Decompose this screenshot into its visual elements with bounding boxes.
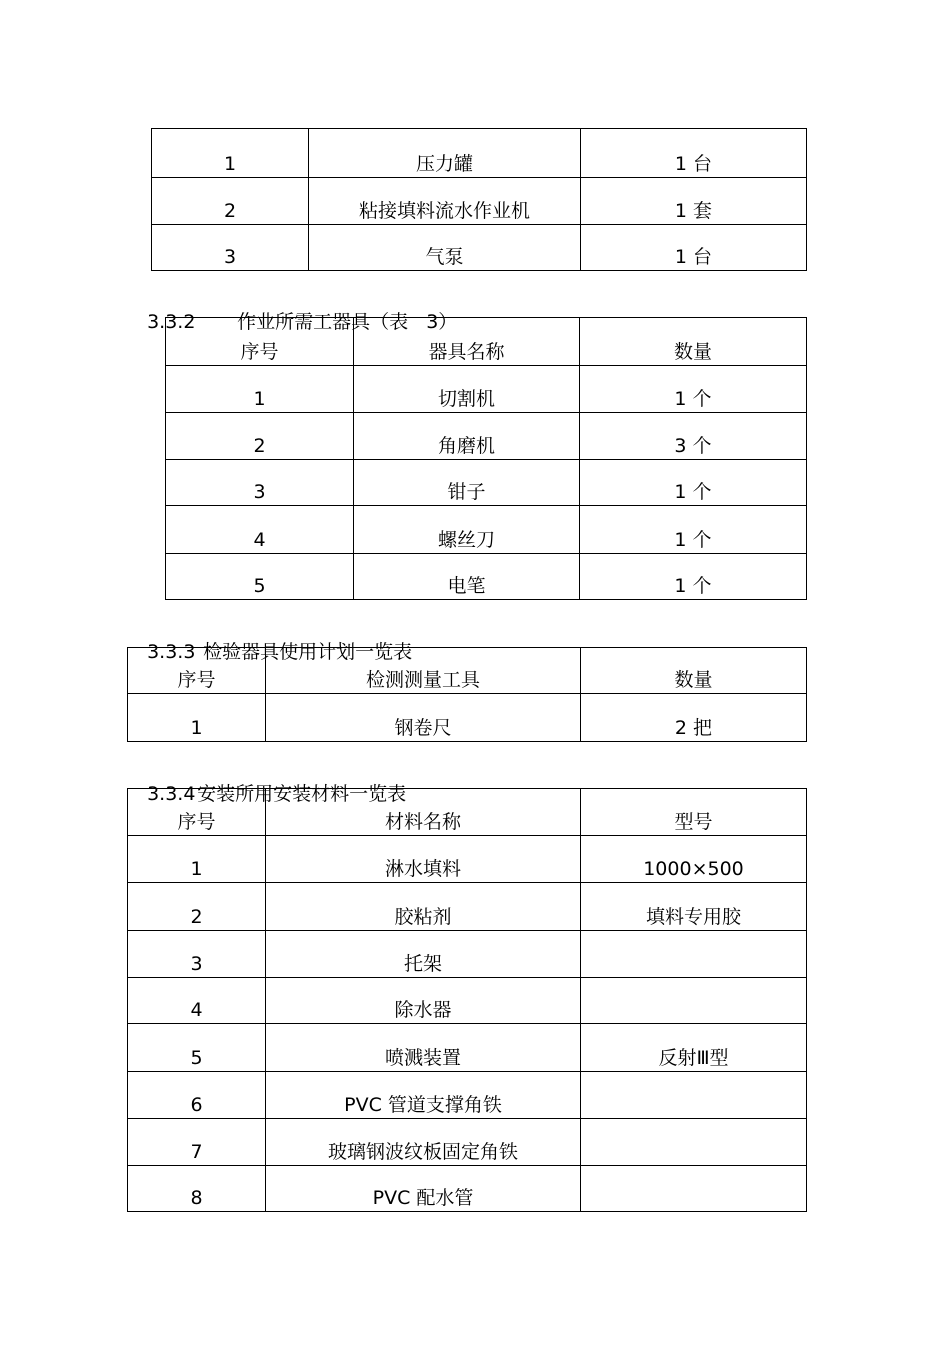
table-row xyxy=(166,506,807,554)
cell-quantity: 2 把 xyxy=(581,694,807,742)
header-quantity: 数量 xyxy=(581,648,807,694)
equipment-table-continued xyxy=(151,128,807,271)
table-row xyxy=(128,1119,807,1166)
inspection-tools-table xyxy=(127,647,807,742)
table-row xyxy=(152,178,807,225)
cell-index: 4 xyxy=(166,506,354,554)
table-row xyxy=(128,1072,807,1119)
tools-table xyxy=(165,317,807,600)
cell-name: 电笔 xyxy=(354,554,580,600)
cell-name: 切割机 xyxy=(354,366,580,413)
section-title: 检验器具使用计划一览表 xyxy=(203,641,413,663)
cell-name: 除水器 xyxy=(266,978,581,1024)
section-title: 安装所用安装材料一览表 xyxy=(197,783,407,805)
cell-index: 4 xyxy=(128,978,266,1024)
cell-name: 粘接填料流水作业机 xyxy=(309,178,581,225)
cell-name: PVC 配水管 xyxy=(266,1166,581,1212)
header-index: 序号 xyxy=(128,789,266,836)
installation-materials-table xyxy=(127,788,807,1212)
cell-name: 螺丝刀 xyxy=(354,506,580,554)
table-header-row xyxy=(128,648,807,694)
table-header-row xyxy=(128,789,807,836)
cell-name: 玻璃钢波纹板固定角铁 xyxy=(266,1119,581,1166)
cell-model: 1000×500 xyxy=(581,836,807,883)
table-row xyxy=(128,836,807,883)
cell-quantity: 3 个 xyxy=(580,413,807,460)
table-row xyxy=(128,694,807,742)
cell-index: 1 xyxy=(152,129,309,178)
cell-model: 反射Ⅲ型 xyxy=(581,1024,807,1072)
section-title: 作业所需工器具（表 3） xyxy=(237,311,458,333)
table-row xyxy=(128,883,807,931)
cell-index: 1 xyxy=(128,836,266,883)
table-row xyxy=(152,129,807,178)
table-row xyxy=(152,225,807,271)
cell-name: 压力罐 xyxy=(309,129,581,178)
cell-quantity: 1 台 xyxy=(581,225,807,271)
cell-index: 3 xyxy=(166,460,354,506)
cell-model xyxy=(581,1072,807,1119)
header-tool-name: 器具名称 xyxy=(354,318,580,366)
table-row xyxy=(166,460,807,506)
cell-quantity: 1 个 xyxy=(580,460,807,506)
cell-index: 6 xyxy=(128,1072,266,1119)
header-index: 序号 xyxy=(166,318,354,366)
cell-index: 8 xyxy=(128,1166,266,1212)
header-index: 序号 xyxy=(128,648,266,694)
section-number: 3.3.3 xyxy=(147,641,196,663)
cell-model xyxy=(581,931,807,978)
table-row xyxy=(128,931,807,978)
section-number: 3.3.2 xyxy=(147,311,196,333)
cell-name: 钢卷尺 xyxy=(266,694,581,742)
cell-index: 7 xyxy=(128,1119,266,1166)
cell-index: 2 xyxy=(152,178,309,225)
section-number: 3.3.4 xyxy=(147,783,196,805)
table-row xyxy=(166,413,807,460)
cell-quantity: 1 台 xyxy=(581,129,807,178)
table-row xyxy=(128,1024,807,1072)
header-quantity: 数量 xyxy=(580,318,807,366)
cell-index: 2 xyxy=(128,883,266,931)
header-tool-name: 检测测量工具 xyxy=(266,648,581,694)
cell-index: 2 xyxy=(166,413,354,460)
cell-index: 1 xyxy=(166,366,354,413)
table-row xyxy=(128,978,807,1024)
cell-index: 5 xyxy=(128,1024,266,1072)
cell-name: PVC 管道支撑角铁 xyxy=(266,1072,581,1119)
header-material-name: 材料名称 xyxy=(266,789,581,836)
cell-quantity: 1 个 xyxy=(580,506,807,554)
cell-name: 淋水填料 xyxy=(266,836,581,883)
table-header-row xyxy=(166,318,807,366)
cell-index: 3 xyxy=(128,931,266,978)
cell-index: 1 xyxy=(128,694,266,742)
table-row xyxy=(166,554,807,600)
table-row xyxy=(128,1166,807,1212)
cell-model xyxy=(581,1119,807,1166)
cell-quantity: 1 个 xyxy=(580,366,807,413)
cell-name: 托架 xyxy=(266,931,581,978)
cell-model: 填料专用胶 xyxy=(581,883,807,931)
cell-name: 喷溅装置 xyxy=(266,1024,581,1072)
cell-index: 3 xyxy=(152,225,309,271)
cell-name: 气泵 xyxy=(309,225,581,271)
cell-index: 5 xyxy=(166,554,354,600)
table-row xyxy=(166,366,807,413)
cell-name: 胶粘剂 xyxy=(266,883,581,931)
header-model: 型号 xyxy=(581,789,807,836)
cell-model xyxy=(581,1166,807,1212)
cell-quantity: 1 个 xyxy=(580,554,807,600)
cell-name: 钳子 xyxy=(354,460,580,506)
cell-name: 角磨机 xyxy=(354,413,580,460)
cell-model xyxy=(581,978,807,1024)
cell-quantity: 1 套 xyxy=(581,178,807,225)
